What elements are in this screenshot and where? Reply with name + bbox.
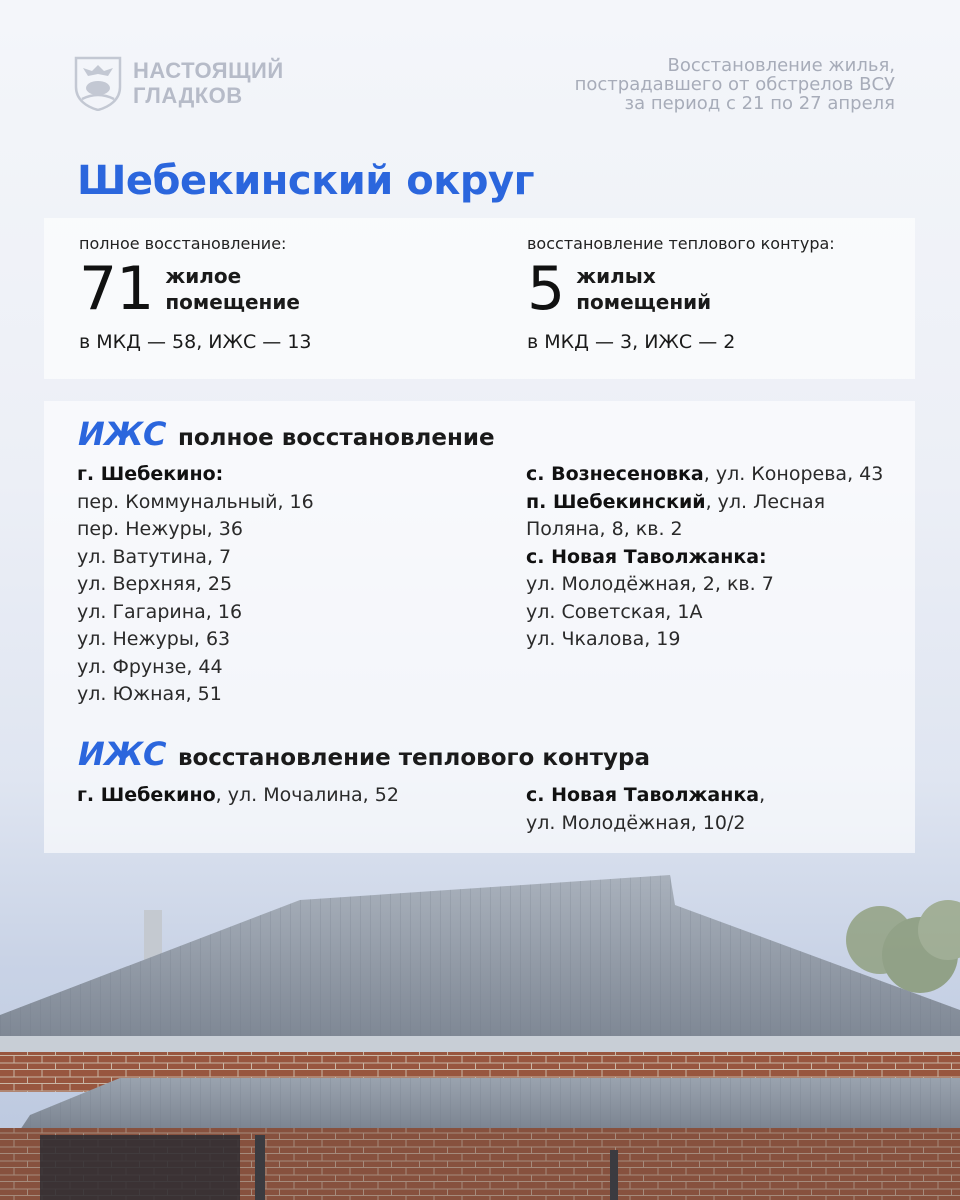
summary-unit-line2: помещение: [165, 290, 300, 314]
summary-thermal-restoration: [527, 234, 835, 353]
summary-full-restoration: [79, 234, 312, 353]
period-caption: [575, 56, 895, 113]
coat-of-arms-icon: [73, 55, 123, 111]
district-title: Шебекинский округ: [77, 158, 534, 204]
brand-logo: [73, 55, 284, 111]
summary-split: в МКД — 3, ИЖС — 2: [527, 331, 736, 353]
summary-number: 71: [79, 254, 154, 324]
list-item: ул. Советская, 1А: [526, 600, 703, 623]
period-line-1: Восстановление жилья,: [667, 55, 895, 76]
summary-unit-line1: жилых: [576, 264, 656, 288]
list-item: [526, 489, 883, 517]
list-item: [526, 461, 883, 489]
list-item: ул. Верхняя, 25: [77, 573, 233, 595]
place-name: с. Новая Таволжанка: [526, 784, 760, 806]
place-name: с. Новая Таволжанка:: [526, 545, 767, 568]
list-item: ул. Молодёжная, 2, кв. 7: [526, 573, 774, 595]
summary-card: [44, 218, 915, 379]
address-text: , ул. Мочалина, 52: [215, 784, 399, 806]
list-item: ул. Ватутина, 7: [77, 545, 232, 568]
period-line-3: за период с 21 по 27 апреля: [624, 93, 895, 114]
address-text: , ул. Лесная: [705, 490, 826, 513]
place-name: п. Шебекинский: [526, 490, 706, 513]
list-item: Поляна, 8, кв. 2: [526, 518, 683, 540]
period-line-2: пострадавшего от обстрелов ВСУ: [574, 74, 895, 95]
list-item: ул. Нежуры, 63: [77, 628, 231, 650]
address-text: ,: [759, 784, 766, 806]
list-item: пер. Коммунальный, 16: [77, 490, 314, 513]
list-item: ул. Гагарина, 16: [77, 600, 243, 623]
address-list-thermal-left: [77, 782, 399, 810]
list-item: ул. Молодёжная, 10/2: [526, 811, 746, 834]
address-list-villages: [526, 461, 883, 654]
logo-text-line1: НАСТОЯЩИЙ: [133, 58, 284, 83]
section-heading-thermal: [78, 735, 650, 773]
summary-number: 5: [527, 254, 565, 324]
city-name: г. Шебекино:: [77, 463, 224, 485]
section-tag: ИЖС: [78, 735, 166, 773]
list-item: ул. Фрунзе, 44: [77, 655, 223, 678]
section-heading-full: [78, 415, 495, 453]
summary-unit-line1: жилое: [165, 264, 242, 288]
address-list-shebekino: [77, 461, 314, 709]
summary-split: в МКД — 58, ИЖС — 13: [79, 331, 312, 353]
list-item: ул. Чкалова, 19: [526, 628, 681, 650]
place-name: с. Вознесеновка: [526, 463, 704, 485]
house-photo: [0, 860, 960, 1200]
section-tag: ИЖС: [78, 415, 166, 453]
address-list-thermal-right: [526, 782, 765, 837]
addresses-card: [44, 401, 915, 853]
place-name: г. Шебекино: [77, 784, 216, 806]
address-text: , ул. Конорева, 43: [703, 463, 884, 485]
summary-caption: восстановление теплового контура:: [527, 234, 835, 253]
summary-caption: полное восстановление:: [79, 234, 287, 253]
logo-text-line2: ГЛАДКОВ: [133, 83, 243, 108]
list-item: [526, 782, 765, 810]
list-item: пер. Нежуры, 36: [77, 518, 243, 540]
section-label: восстановление теплового контура: [177, 745, 650, 771]
section-label: полное восстановление: [177, 425, 495, 451]
list-item: ул. Южная, 51: [77, 683, 222, 705]
summary-unit-line2: помещений: [576, 290, 712, 314]
list-item: [77, 782, 399, 810]
